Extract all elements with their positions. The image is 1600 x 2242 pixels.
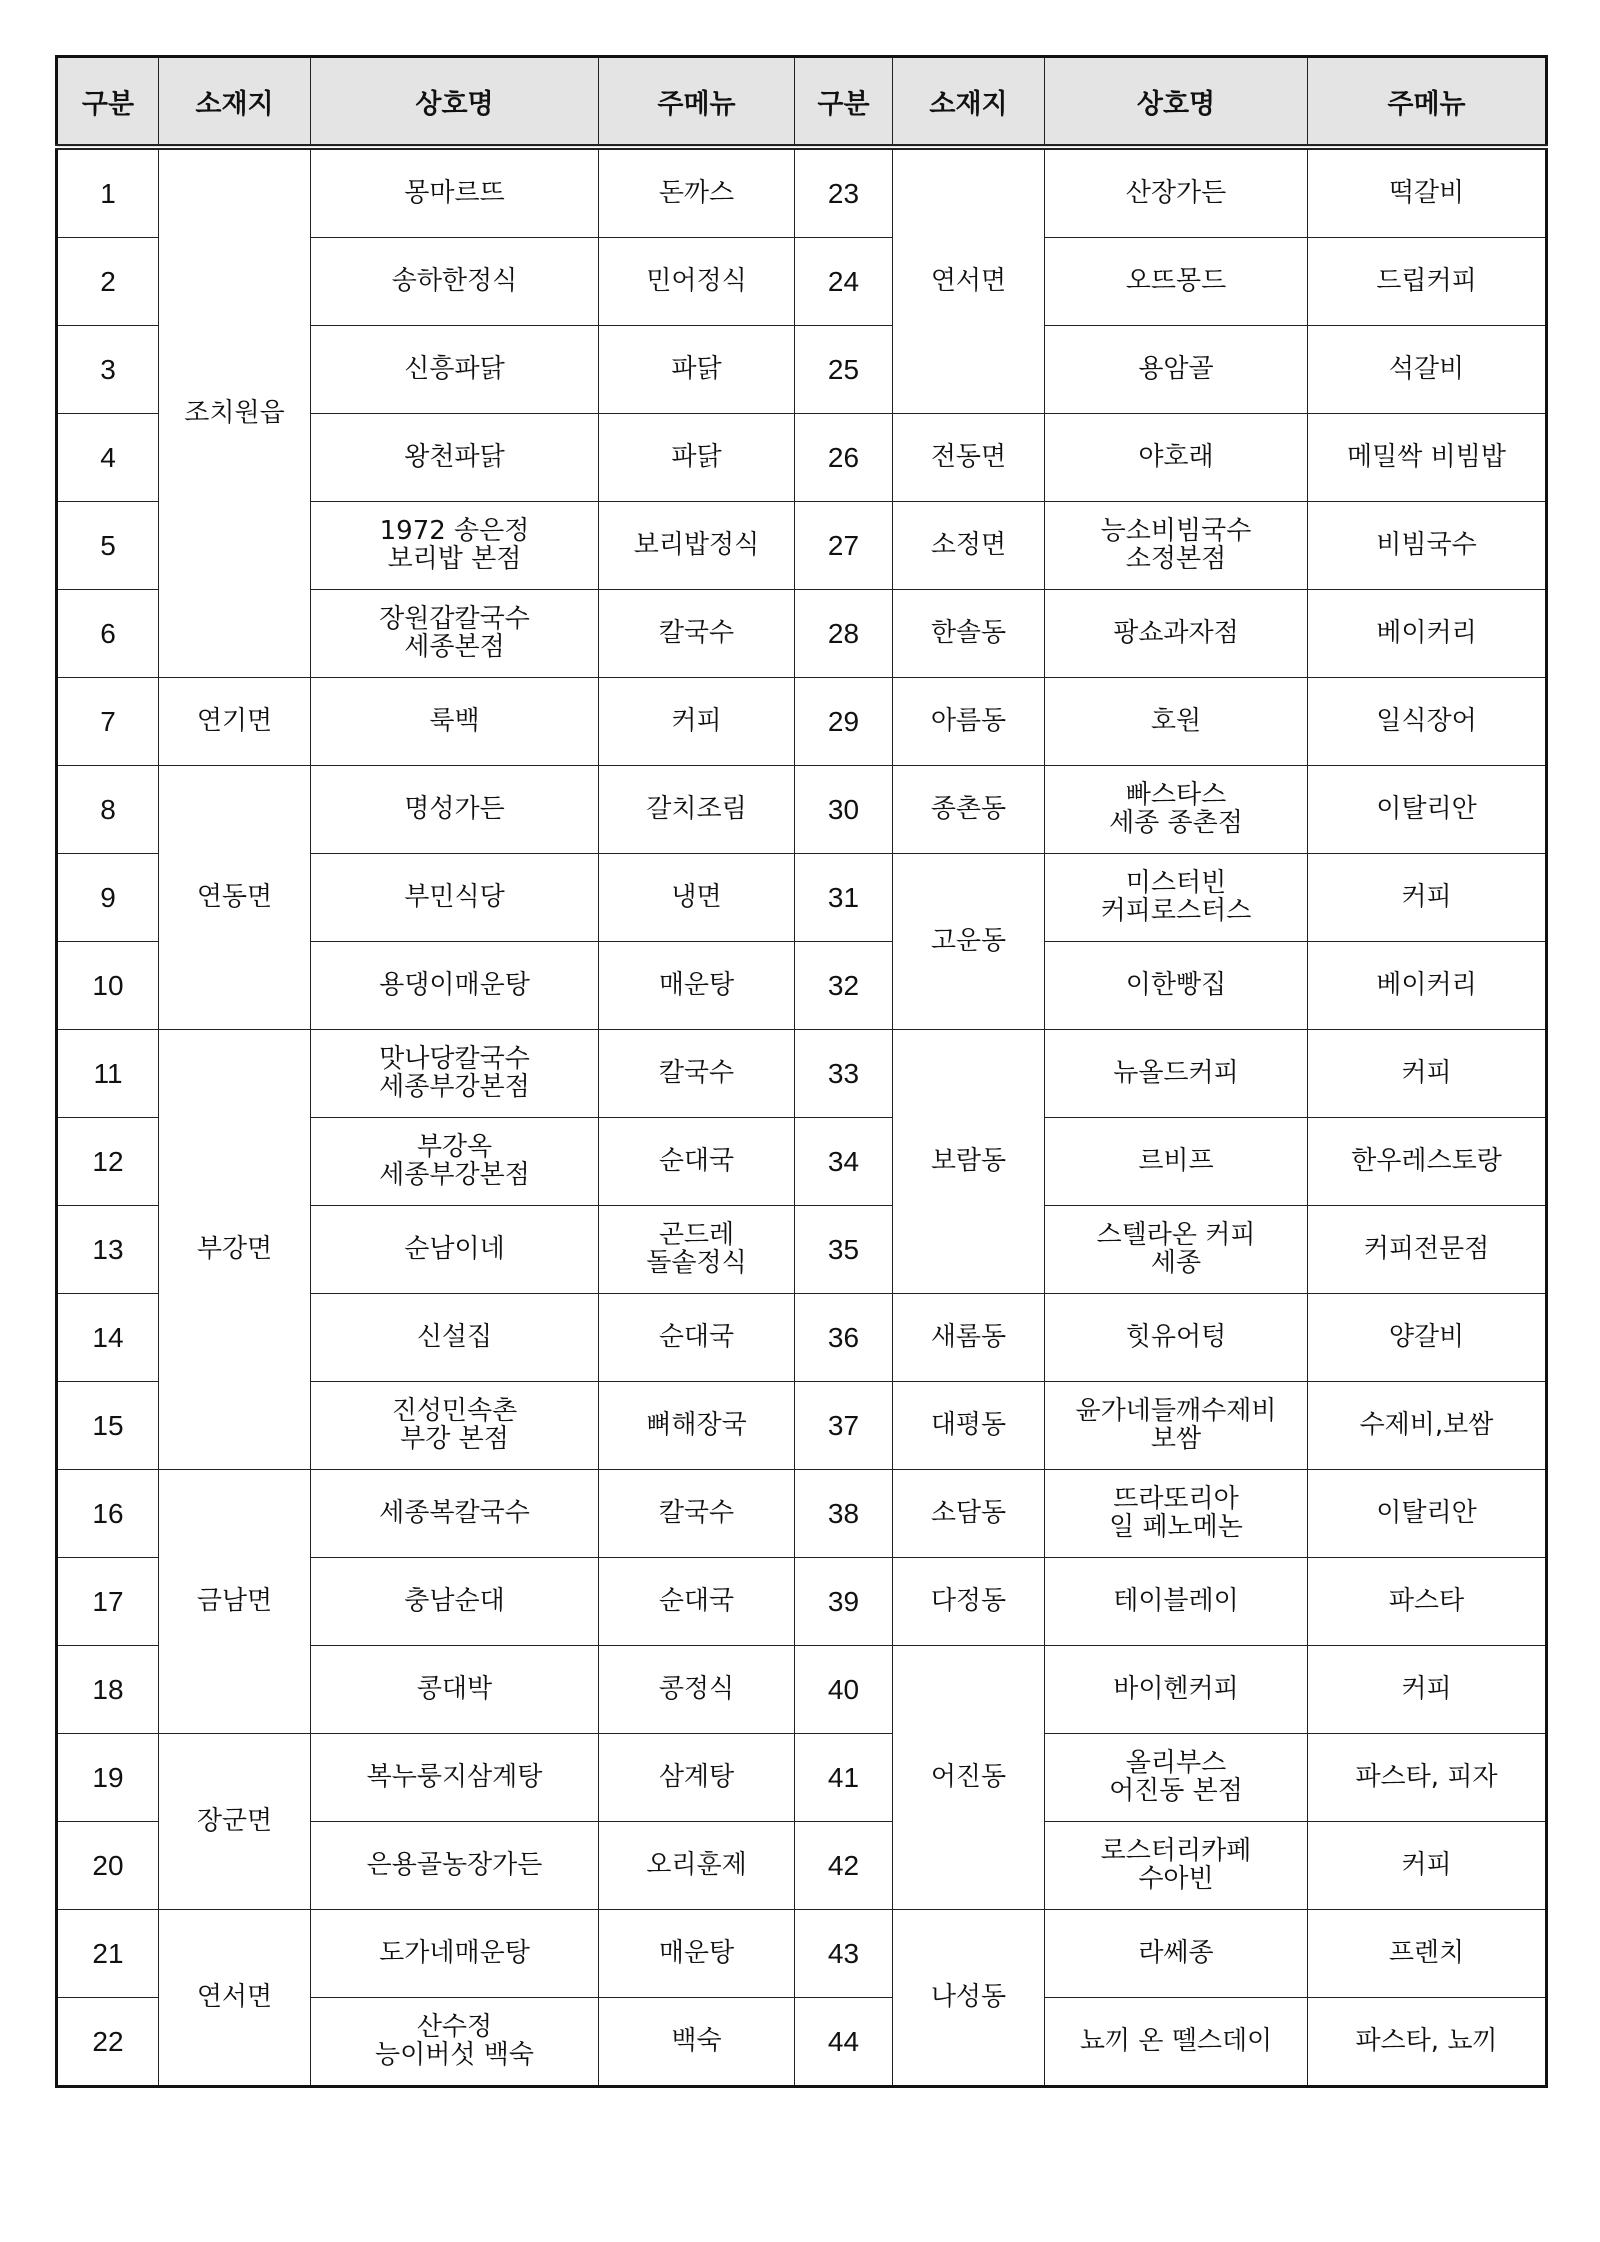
entry-number: 20 — [57, 1822, 159, 1910]
restaurant-name: 미스터빈 커피로스터스 — [1045, 854, 1308, 942]
main-menu: 냉면 — [599, 854, 795, 942]
main-menu: 프렌치 — [1308, 1910, 1547, 1998]
main-menu: 칼국수 — [599, 1030, 795, 1118]
restaurant-name: 라쎄종 — [1045, 1910, 1308, 1998]
entry-number: 27 — [795, 502, 893, 590]
entry-number: 30 — [795, 766, 893, 854]
main-menu: 순대국 — [599, 1558, 795, 1646]
restaurant-name: 은용골농장가든 — [311, 1822, 599, 1910]
main-menu: 파닭 — [599, 326, 795, 414]
entry-number: 18 — [57, 1646, 159, 1734]
entry-number: 3 — [57, 326, 159, 414]
main-menu: 삼계탕 — [599, 1734, 795, 1822]
main-menu: 민어정식 — [599, 238, 795, 326]
entry-number: 9 — [57, 854, 159, 942]
header-name-left: 상호명 — [311, 57, 599, 148]
entry-number: 35 — [795, 1206, 893, 1294]
main-menu: 한우레스토랑 — [1308, 1118, 1547, 1206]
entry-number: 6 — [57, 590, 159, 678]
main-menu: 파스타 — [1308, 1558, 1547, 1646]
main-menu: 커피 — [1308, 1646, 1547, 1734]
table-row — [57, 1910, 1547, 1998]
restaurant-name: 1972 송은정 보리밥 본점 — [311, 502, 599, 590]
restaurant-name: 힛유어텅 — [1045, 1294, 1308, 1382]
restaurant-name: 맛나당칼국수 세종부강본점 — [311, 1030, 599, 1118]
restaurant-name: 충남순대 — [311, 1558, 599, 1646]
entry-number: 34 — [795, 1118, 893, 1206]
header-menu-right: 주메뉴 — [1308, 57, 1547, 148]
main-menu: 베이커리 — [1308, 590, 1547, 678]
entry-number: 31 — [795, 854, 893, 942]
main-menu: 오리훈제 — [599, 1822, 795, 1910]
table-row — [57, 678, 1547, 766]
table-body — [57, 147, 1547, 2087]
main-menu: 커피 — [1308, 1822, 1547, 1910]
entry-number: 19 — [57, 1734, 159, 1822]
restaurant-name: 뇨끼 온 뗄스데이 — [1045, 1998, 1308, 2087]
main-menu: 비빔국수 — [1308, 502, 1547, 590]
location-cell: 연기면 — [159, 678, 311, 766]
main-menu: 파스타, 피자 — [1308, 1734, 1547, 1822]
restaurant-name: 빠스타스 세종 종촌점 — [1045, 766, 1308, 854]
main-menu: 곤드레 돌솥정식 — [599, 1206, 795, 1294]
main-menu: 칼국수 — [599, 1470, 795, 1558]
restaurant-name: 용암골 — [1045, 326, 1308, 414]
entry-number: 28 — [795, 590, 893, 678]
location-cell: 금남면 — [159, 1470, 311, 1734]
table-row — [57, 147, 1547, 238]
entry-number: 26 — [795, 414, 893, 502]
restaurant-name: 콩대박 — [311, 1646, 599, 1734]
entry-number: 10 — [57, 942, 159, 1030]
main-menu: 커피 — [599, 678, 795, 766]
restaurant-name: 르비프 — [1045, 1118, 1308, 1206]
table-row — [57, 766, 1547, 854]
entry-number: 5 — [57, 502, 159, 590]
restaurant-name: 장원갑칼국수 세종본점 — [311, 590, 599, 678]
main-menu: 콩정식 — [599, 1646, 795, 1734]
main-menu: 순대국 — [599, 1118, 795, 1206]
location-cell: 소담동 — [893, 1470, 1045, 1558]
header-no-right: 구분 — [795, 57, 893, 148]
restaurant-name: 부강옥 세종부강본점 — [311, 1118, 599, 1206]
main-menu: 석갈비 — [1308, 326, 1547, 414]
restaurant-name: 윤가네들깨수제비 보쌈 — [1045, 1382, 1308, 1470]
entry-number: 13 — [57, 1206, 159, 1294]
entry-number: 39 — [795, 1558, 893, 1646]
entry-number: 21 — [57, 1910, 159, 1998]
entry-number: 44 — [795, 1998, 893, 2087]
table-row — [57, 1030, 1547, 1118]
location-cell: 새롬동 — [893, 1294, 1045, 1382]
entry-number: 38 — [795, 1470, 893, 1558]
entry-number: 22 — [57, 1998, 159, 2087]
entry-number: 36 — [795, 1294, 893, 1382]
main-menu: 베이커리 — [1308, 942, 1547, 1030]
restaurant-name: 오뜨몽드 — [1045, 238, 1308, 326]
restaurant-name: 뉴올드커피 — [1045, 1030, 1308, 1118]
header-location-left: 소재지 — [159, 57, 311, 148]
location-cell: 대평동 — [893, 1382, 1045, 1470]
restaurant-name: 부민식당 — [311, 854, 599, 942]
restaurant-name: 도가네매운탕 — [311, 1910, 599, 1998]
restaurant-list-document — [55, 55, 1545, 2215]
header-row — [57, 57, 1547, 148]
main-menu: 파닭 — [599, 414, 795, 502]
entry-number: 11 — [57, 1030, 159, 1118]
restaurant-name: 왕천파닭 — [311, 414, 599, 502]
location-cell: 연서면 — [159, 1910, 311, 2087]
location-cell: 조치원읍 — [159, 147, 311, 678]
main-menu: 매운탕 — [599, 1910, 795, 1998]
entry-number: 23 — [795, 147, 893, 238]
main-menu: 커피 — [1308, 854, 1547, 942]
restaurant-name: 스텔라온 커피 세종 — [1045, 1206, 1308, 1294]
restaurant-name: 명성가든 — [311, 766, 599, 854]
restaurant-name: 호원 — [1045, 678, 1308, 766]
restaurant-name: 송하한정식 — [311, 238, 599, 326]
location-cell: 소정면 — [893, 502, 1045, 590]
location-cell: 종촌동 — [893, 766, 1045, 854]
entry-number: 4 — [57, 414, 159, 502]
location-cell: 고운동 — [893, 854, 1045, 1030]
main-menu: 뼈해장국 — [599, 1382, 795, 1470]
entry-number: 2 — [57, 238, 159, 326]
location-cell: 부강면 — [159, 1030, 311, 1470]
main-menu: 파스타, 뇨끼 — [1308, 1998, 1547, 2087]
entry-number: 40 — [795, 1646, 893, 1734]
main-menu: 일식장어 — [1308, 678, 1547, 766]
location-cell: 나성동 — [893, 1910, 1045, 2087]
entry-number: 32 — [795, 942, 893, 1030]
entry-number: 8 — [57, 766, 159, 854]
restaurant-table — [55, 55, 1548, 2088]
main-menu: 이탈리안 — [1308, 1470, 1547, 1558]
entry-number: 29 — [795, 678, 893, 766]
location-cell: 다정동 — [893, 1558, 1045, 1646]
main-menu: 커피 — [1308, 1030, 1547, 1118]
entry-number: 33 — [795, 1030, 893, 1118]
main-menu: 매운탕 — [599, 942, 795, 1030]
main-menu: 메밀싹 비빔밥 — [1308, 414, 1547, 502]
entry-number: 14 — [57, 1294, 159, 1382]
entry-number: 7 — [57, 678, 159, 766]
location-cell: 한솔동 — [893, 590, 1045, 678]
main-menu: 수제비,보쌈 — [1308, 1382, 1547, 1470]
restaurant-name: 신설집 — [311, 1294, 599, 1382]
restaurant-name: 진성민속촌 부강 본점 — [311, 1382, 599, 1470]
restaurant-name: 올리부스 어진동 본점 — [1045, 1734, 1308, 1822]
restaurant-name: 팡쇼과자점 — [1045, 590, 1308, 678]
location-cell: 아름동 — [893, 678, 1045, 766]
restaurant-name: 산수정 능이버섯 백숙 — [311, 1998, 599, 2087]
entry-number: 1 — [57, 147, 159, 238]
main-menu: 양갈비 — [1308, 1294, 1547, 1382]
restaurant-name: 로스터리카페 수아빈 — [1045, 1822, 1308, 1910]
restaurant-name: 몽마르뜨 — [311, 147, 599, 238]
restaurant-name: 뜨라또리아 일 페노메논 — [1045, 1470, 1308, 1558]
main-menu: 보리밥정식 — [599, 502, 795, 590]
table-row — [57, 1470, 1547, 1558]
main-menu: 백숙 — [599, 1998, 795, 2087]
entry-number: 37 — [795, 1382, 893, 1470]
table-row — [57, 1734, 1547, 1822]
restaurant-name: 용댕이매운탕 — [311, 942, 599, 1030]
restaurant-name: 세종복칼국수 — [311, 1470, 599, 1558]
main-menu: 커피전문점 — [1308, 1206, 1547, 1294]
entry-number: 17 — [57, 1558, 159, 1646]
restaurant-name: 산장가든 — [1045, 147, 1308, 238]
location-cell: 어진동 — [893, 1646, 1045, 1910]
restaurant-name: 야호래 — [1045, 414, 1308, 502]
restaurant-name: 복누룽지삼계탕 — [311, 1734, 599, 1822]
restaurant-name: 룩백 — [311, 678, 599, 766]
entry-number: 12 — [57, 1118, 159, 1206]
location-cell: 전동면 — [893, 414, 1045, 502]
main-menu: 돈까스 — [599, 147, 795, 238]
location-cell: 보람동 — [893, 1030, 1045, 1294]
location-cell: 장군면 — [159, 1734, 311, 1910]
entry-number: 25 — [795, 326, 893, 414]
entry-number: 15 — [57, 1382, 159, 1470]
restaurant-name: 순남이네 — [311, 1206, 599, 1294]
restaurant-name: 테이블레이 — [1045, 1558, 1308, 1646]
entry-number: 41 — [795, 1734, 893, 1822]
location-cell: 연동면 — [159, 766, 311, 1030]
main-menu: 갈치조림 — [599, 766, 795, 854]
header-menu-left: 주메뉴 — [599, 57, 795, 148]
restaurant-name: 이한빵집 — [1045, 942, 1308, 1030]
main-menu: 칼국수 — [599, 590, 795, 678]
header-no-left: 구분 — [57, 57, 159, 148]
header-name-right: 상호명 — [1045, 57, 1308, 148]
restaurant-name: 신흥파닭 — [311, 326, 599, 414]
main-menu: 드립커피 — [1308, 238, 1547, 326]
main-menu: 떡갈비 — [1308, 147, 1547, 238]
entry-number: 43 — [795, 1910, 893, 1998]
restaurant-name: 능소비빔국수 소정본점 — [1045, 502, 1308, 590]
entry-number: 42 — [795, 1822, 893, 1910]
entry-number: 24 — [795, 238, 893, 326]
location-cell: 연서면 — [893, 147, 1045, 414]
restaurant-name: 바이헨커피 — [1045, 1646, 1308, 1734]
header-location-right: 소재지 — [893, 57, 1045, 148]
main-menu: 순대국 — [599, 1294, 795, 1382]
entry-number: 16 — [57, 1470, 159, 1558]
main-menu: 이탈리안 — [1308, 766, 1547, 854]
